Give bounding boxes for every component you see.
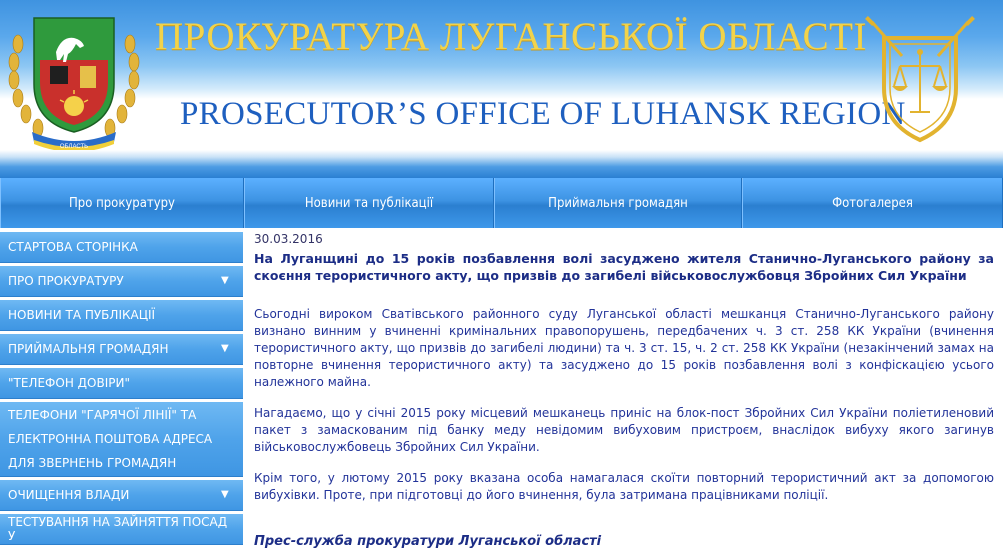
chevron-down-icon: ▼ bbox=[221, 275, 229, 286]
nav-item-reception[interactable]: Приймальня громадян bbox=[494, 178, 742, 228]
article-paragraph: Крім того, у лютому 2015 року вказана особа намагалася скоїти повторний терористичний акт за допомогою вибухівки. Проте, при підготовці до його вчинення, була затримана працівниками поліції. bbox=[254, 471, 994, 502]
sidebar-item-label: ТЕЛЕФОНИ "ГАРЯЧОЇ ЛІНІЇ" ТА ЕЛЕКТРОННА ПОШТОВА АДРЕСА ДЛЯ ЗВЕРНЕНЬ ГРОМАДЯН bbox=[8, 408, 213, 470]
sidebar-menu bbox=[0, 232, 243, 548]
main-nav bbox=[0, 178, 1003, 228]
sidebar-item-home[interactable] bbox=[0, 232, 243, 263]
sidebar-item-lustration[interactable] bbox=[0, 480, 243, 511]
luhansk-coat-of-arms-icon[interactable] bbox=[4, 4, 144, 154]
nav-item-gallery[interactable]: Фотогалерея bbox=[742, 178, 1003, 228]
site-title-en: PROSECUTOR’S OFFICE OF LUHANSK REGION bbox=[180, 96, 906, 132]
sidebar-item-label: ПРО ПРОКУРАТУРУ bbox=[8, 274, 124, 288]
site-title-ua: ПРОКУРАТУРА ЛУГАНСЬКОЇ ОБЛАСТІ bbox=[155, 15, 867, 58]
sidebar-item-hotline[interactable] bbox=[0, 402, 243, 477]
sidebar-item-label: ТЕСТУВАННЯ НА ЗАЙНЯТТЯ ПОСАД У bbox=[8, 515, 228, 543]
sidebar-item-about[interactable] bbox=[0, 266, 243, 297]
article bbox=[254, 232, 994, 549]
chevron-down-icon: ▼ bbox=[221, 343, 229, 354]
article-paragraph: Нагадаємо, що у січні 2015 року місцевий мешканець приніс на блок-пост Збройних Сил України поліетиленовий пакет з замаскованим під банку меду невідомим вибуховим пристроєм, внаслідок вибуху якого загинув військовослужбовець Збройних Сил України. bbox=[254, 406, 994, 454]
article-title: На Луганщині до 15 років позбавлення волі засуджено жителя Станично-Луганського району за скоєння терористичного акту, що призвів до загибелі військовослужбовця Збройних Сил України bbox=[254, 251, 994, 283]
chevron-down-icon: ▼ bbox=[221, 489, 229, 500]
nav-item-news[interactable]: Новини та публікації bbox=[244, 178, 494, 228]
sidebar-item-trust-phone[interactable] bbox=[0, 368, 243, 399]
nav-item-about[interactable]: Про прокуратуру bbox=[0, 178, 244, 228]
sidebar-item-label: ПРИЙМАЛЬНЯ ГРОМАДЯН bbox=[8, 342, 169, 356]
header-divider bbox=[0, 150, 1003, 178]
sidebar-item-label: ОЧИЩЕННЯ ВЛАДИ bbox=[8, 488, 130, 502]
sidebar-item-testing[interactable] bbox=[0, 514, 243, 545]
article-paragraph: Сьогодні вироком Сватівського районного суду Луганської області мешканця Станично-Луганського району визнано винним у вчиненні кримінальних правопорушень, передбачених ч. 3 ст. 258 КК України (вчинення терористичного акту, що призвів до загибелі людини) та ч. 3 ст. 15, ч. 2 ст. 258 КК України (незакінчений замах на повторне вчинення терористичного акту) та засуджено до 15 років позбавлення волі з конфіскацією усього належного майна. bbox=[254, 307, 994, 389]
sidebar-item-news[interactable] bbox=[0, 300, 243, 331]
sidebar-item-label: "ТЕЛЕФОН ДОВІРИ" bbox=[8, 376, 130, 390]
sidebar-item-reception[interactable] bbox=[0, 334, 243, 365]
site-header bbox=[0, 0, 1003, 165]
sidebar-item-label: НОВИНИ ТА ПУБЛІКАЦІЇ bbox=[8, 308, 156, 322]
sidebar-item-label: СТАРТОВА СТОРІНКА bbox=[8, 240, 138, 254]
article-date: 30.03.2016 bbox=[254, 232, 323, 246]
emblem-caption: ОБЛАСТЬ bbox=[59, 144, 89, 150]
prosecutor-emblem-icon bbox=[862, 16, 978, 146]
article-signature: Прес-служба прокуратури Луганської області bbox=[254, 534, 602, 549]
